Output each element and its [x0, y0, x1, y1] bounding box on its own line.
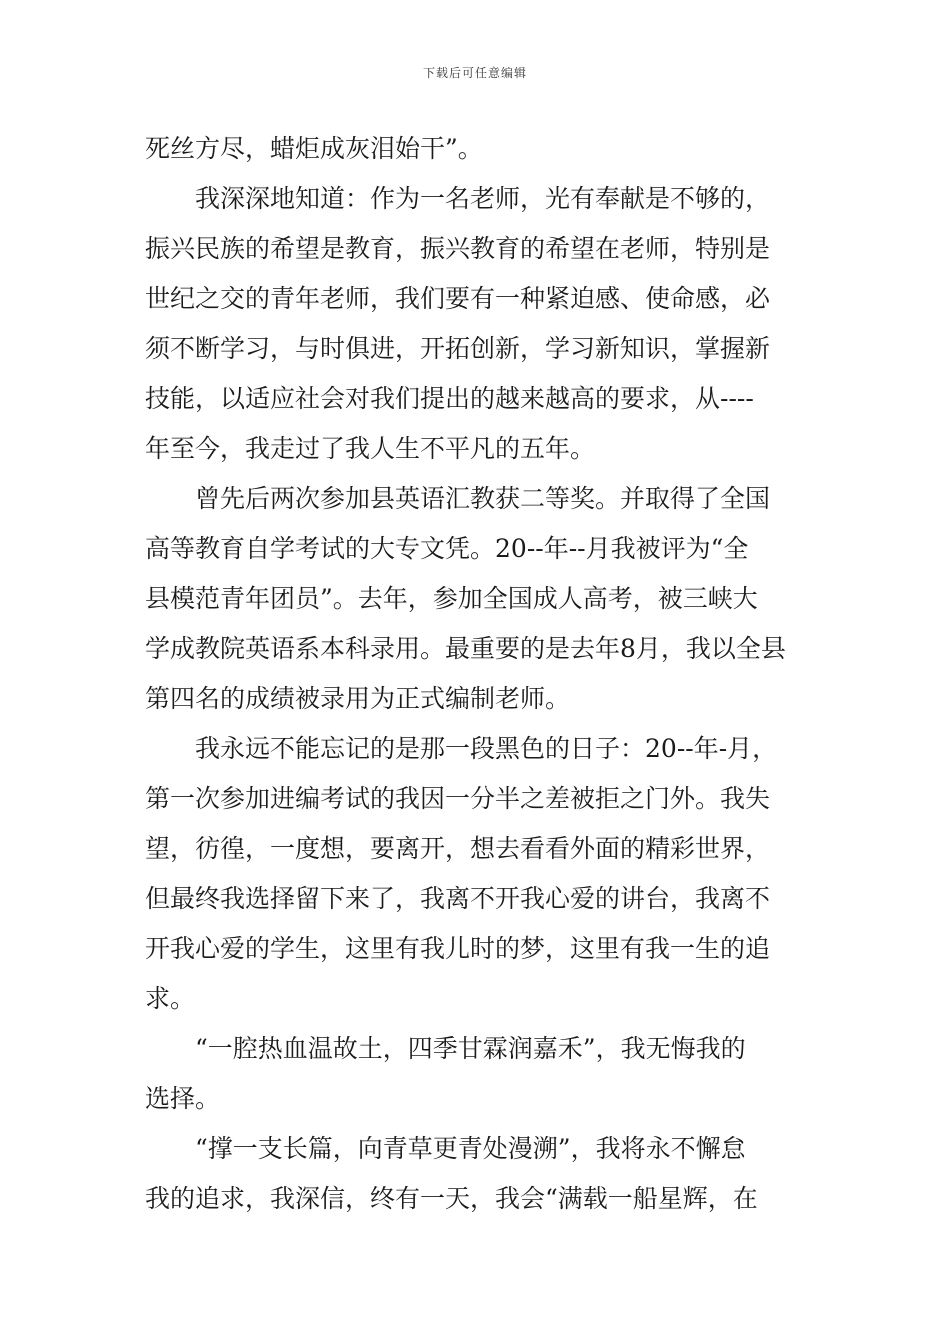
text-line: 振兴民族的希望是教育，振兴教育的希望在老师，特别是	[145, 234, 771, 263]
text-line: 曾先后两次参加县英语汇教获二等奖。并取得了全国	[195, 484, 771, 513]
text-line: 死丝方尽，蜡炬成灰泪始干”。	[145, 134, 483, 163]
page-header: 下载后可任意编辑	[422, 66, 527, 80]
text-line: 高等教育自学考试的大专文凭。20--年--月我被评为“全	[145, 534, 749, 563]
text-line: 望，彷徨，一度想，要离开，想去看看外面的精彩世界，	[145, 834, 771, 863]
text-line: 开我心爱的学生，这里有我儿时的梦，这里有我一生的追	[145, 934, 771, 963]
text-line: 我的追求，我深信，终有一天，我会“满载一船星辉，在	[145, 1184, 758, 1213]
text-line: 技能，以适应社会对我们提出的越来越高的要求，从----	[145, 384, 754, 413]
text-line: 第一次参加进编考试的我因一分半之差被拒之门外。我失	[145, 784, 771, 813]
text-line: “一腔热血温故土，四季甘霖润嘉禾”，我无悔我的	[195, 1034, 746, 1063]
text-line: “撑一支长篇，向青草更青处漫溯”，我将永不懈怠	[195, 1134, 746, 1163]
text-line: 县模范青年团员”。去年，参加全国成人高考，被三峡大	[145, 584, 758, 613]
text-line: 但最终我选择留下来了，我离不开我心爱的讲台，我离不	[145, 884, 771, 913]
text-line: 世纪之交的青年老师，我们要有一种紧迫感、使命感，必	[145, 284, 771, 313]
text-line: 求。	[145, 984, 196, 1013]
text-line: 选择。	[145, 1084, 221, 1113]
text-line: 我永远不能忘记的是那一段黑色的日子：20--年-月，	[195, 734, 778, 763]
text-line: 学成教院英语系本科录用。最重要的是去年8月，我以全县	[145, 634, 786, 663]
text-line: 年至今，我走过了我人生不平凡的五年。	[145, 434, 596, 463]
document-body	[145, 124, 809, 1224]
text-line: 须不断学习，与时俱进，开拓创新，学习新知识，掌握新	[145, 334, 771, 363]
text-line: 我深深地知道：作为一名老师，光有奉献是不够的，	[195, 184, 771, 213]
text-line: 第四名的成绩被录用为正式编制老师。	[145, 684, 571, 713]
